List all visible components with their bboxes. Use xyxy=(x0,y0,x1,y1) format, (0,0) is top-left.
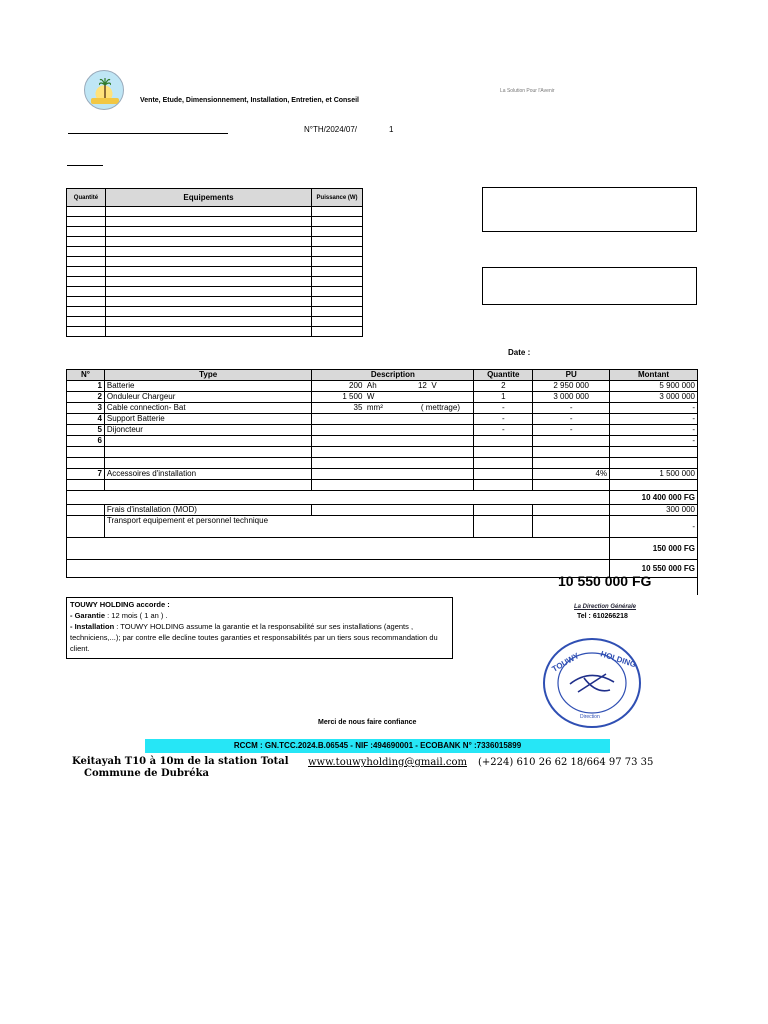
header-no: N° xyxy=(67,370,105,381)
row-number: 1 xyxy=(67,381,105,392)
total-amount: 10 550 000 FG xyxy=(610,560,698,578)
table-row-empty xyxy=(67,480,698,491)
transport-row xyxy=(67,516,698,538)
fees-total-amount: 150 000 FG xyxy=(610,538,698,560)
grand-total-border xyxy=(697,573,698,595)
row-number: 3 xyxy=(67,403,105,414)
row-quantity: - xyxy=(474,414,533,425)
equipment-row xyxy=(67,277,363,287)
subtotal-row xyxy=(67,491,698,505)
row-amount: - xyxy=(610,436,698,447)
equipment-row xyxy=(67,247,363,257)
equipment-cell xyxy=(105,207,311,217)
equipment-cell xyxy=(105,217,311,227)
equipment-row xyxy=(67,217,363,227)
equipment-row xyxy=(67,317,363,327)
equipment-cell xyxy=(67,327,106,337)
grand-total: 10 550 000 FG xyxy=(558,573,652,589)
equipment-cell xyxy=(67,207,106,217)
table-row-empty xyxy=(67,458,698,469)
equipment-row xyxy=(67,307,363,317)
header-equipements: Equipements xyxy=(105,189,311,207)
equipment-cell xyxy=(67,267,106,277)
equipment-cell xyxy=(312,277,363,287)
logo-caption-bar xyxy=(91,98,119,104)
equipment-row xyxy=(67,297,363,307)
table-row xyxy=(67,381,698,392)
row-number: 2 xyxy=(67,392,105,403)
transport-label: Transport equipement et personnel technique xyxy=(104,516,473,538)
row-amount: - xyxy=(610,403,698,414)
table-row xyxy=(67,392,698,403)
row-quantity: 1 xyxy=(474,392,533,403)
equipment-cell xyxy=(105,237,311,247)
installation-label: - Installation xyxy=(70,622,115,631)
grand-total-underline xyxy=(349,577,395,578)
equipment-cell xyxy=(312,327,363,337)
garantie-text: : 12 mois ( 1 an ) . xyxy=(105,611,168,620)
row-quantity xyxy=(474,436,533,447)
equipment-cell xyxy=(312,237,363,247)
row-unit-price xyxy=(533,436,610,447)
equipment-cell xyxy=(67,307,106,317)
table-row xyxy=(67,436,698,447)
equipment-cell xyxy=(312,307,363,317)
equipment-cell xyxy=(67,227,106,237)
row-number: 6 xyxy=(67,436,105,447)
equipment-row xyxy=(67,237,363,247)
row-type xyxy=(104,436,312,447)
quote-table xyxy=(66,369,698,578)
header-quantite: Quantite xyxy=(474,370,533,381)
row-amount: 3 000 000 xyxy=(610,392,698,403)
row-quantity: - xyxy=(474,403,533,414)
row-type: Accessoires d'installation xyxy=(104,469,312,480)
installation-text: : TOUWY HOLDING assume la garantie et la responsabilité sur ses installations (agents , techniciens,...); par contre elle decline toutes garanties et responsabilités par un tiers sous recommandation du client. xyxy=(70,622,438,653)
equipment-table xyxy=(66,188,363,337)
svg-text:TOUWY: TOUWY xyxy=(550,651,581,674)
palm-tree-icon xyxy=(99,77,111,99)
header-description: Description xyxy=(312,370,474,381)
table-row-empty xyxy=(67,447,698,458)
row-number: 4 xyxy=(67,414,105,425)
invoice-reference: N°TH/2024/07/ xyxy=(304,125,358,134)
guarantee-title: TOUWY HOLDING accorde : xyxy=(70,600,170,609)
row-description: 1 500 W xyxy=(312,392,474,403)
equipment-cell xyxy=(67,217,106,227)
row-number: 5 xyxy=(67,425,105,436)
equipment-cell xyxy=(312,257,363,267)
table-row xyxy=(67,414,698,425)
row-description: 35 mm² ( mettrage) xyxy=(312,403,474,414)
equipment-row xyxy=(67,207,363,217)
equipment-cell xyxy=(105,307,311,317)
header-pu: PU xyxy=(533,370,610,381)
short-divider xyxy=(67,165,103,166)
row-amount: 1 500 000 xyxy=(610,469,698,480)
row-amount: 5 900 000 xyxy=(610,381,698,392)
address-line-2: Commune de Dubréka xyxy=(84,768,209,779)
equipment-cell xyxy=(67,247,106,257)
company-tagline: Vente, Etude, Dimensionnement, Installation, Entretien, et Conseil xyxy=(140,97,359,104)
equipment-cell xyxy=(312,227,363,237)
equipment-cell xyxy=(105,227,311,237)
row-unit-price: 3 000 000 xyxy=(533,392,610,403)
row-amount: - xyxy=(610,414,698,425)
equipment-cell xyxy=(312,297,363,307)
equipment-cell xyxy=(105,297,311,307)
row-description xyxy=(312,414,474,425)
row-type: Batterie xyxy=(104,381,312,392)
table-row xyxy=(67,403,698,414)
direction-label: La Direction Générale xyxy=(574,604,637,610)
registration-band: RCCM : GN.TCC.2024.B.06545 - NIF :494690001 - ECOBANK N° :7336015899 xyxy=(145,739,610,753)
garantie-label: - Garantie xyxy=(70,611,106,620)
row-unit-price: 2 950 000 xyxy=(533,381,610,392)
row-percentage: 4% xyxy=(533,469,610,480)
header-type: Type xyxy=(104,370,312,381)
transport-amount: - xyxy=(610,516,698,538)
equipment-cell xyxy=(312,247,363,257)
company-slogan: La Solution Pour l'Avenir xyxy=(500,88,555,94)
guarantee-box xyxy=(66,597,453,659)
row-description xyxy=(312,436,474,447)
equipment-cell xyxy=(105,327,311,337)
equipment-cell xyxy=(67,317,106,327)
install-fee-row xyxy=(67,505,698,516)
row-number: 7 xyxy=(67,469,105,480)
header-underline xyxy=(68,133,228,134)
row-quantity: - xyxy=(474,425,533,436)
row-quantity: 2 xyxy=(474,381,533,392)
equipment-cell xyxy=(67,257,106,267)
equipment-cell xyxy=(67,287,106,297)
stamp-direction-text: Direction xyxy=(580,714,600,720)
equipment-cell xyxy=(105,257,311,267)
table-row-accessories xyxy=(67,469,698,480)
subtotal-amount: 10 400 000 FG xyxy=(610,491,698,505)
equipment-cell xyxy=(312,217,363,227)
equipment-cell xyxy=(105,317,311,327)
date-label: Date : xyxy=(508,348,531,357)
equipment-cell xyxy=(67,297,106,307)
table-row xyxy=(67,425,698,436)
row-unit-price: - xyxy=(533,414,610,425)
company-logo xyxy=(84,70,124,110)
equipment-cell xyxy=(105,267,311,277)
header-puissance: Puissance (W) xyxy=(312,189,363,207)
equipment-cell xyxy=(312,207,363,217)
row-unit-price: - xyxy=(533,425,610,436)
equipment-cell xyxy=(105,247,311,257)
row-type: Onduleur Chargeur xyxy=(104,392,312,403)
equipment-row xyxy=(67,227,363,237)
direction-tel: Tel : 610266218 xyxy=(577,613,628,620)
equipment-cell xyxy=(312,317,363,327)
row-unit-price: - xyxy=(533,403,610,414)
equipment-row xyxy=(67,257,363,267)
address-line-1: Keitayah T10 à 10m de la station Total xyxy=(72,756,289,767)
row-type: Cable connection- Bat xyxy=(104,403,312,414)
equipment-cell xyxy=(105,287,311,297)
row-description: 200 Ah 12 V xyxy=(312,381,474,392)
client-address-box xyxy=(482,267,697,305)
invoice-reference-number: 1 xyxy=(389,125,394,134)
row-amount: - xyxy=(610,425,698,436)
row-type: Support Batterie xyxy=(104,414,312,425)
company-email-link[interactable]: www.touwyholding@gmail.com xyxy=(308,757,467,768)
svg-text:HOLDING: HOLDING xyxy=(599,649,638,670)
equipment-cell xyxy=(67,237,106,247)
install-fee-label: Frais d'installation (MOD) xyxy=(104,505,312,516)
equipment-cell xyxy=(67,277,106,287)
equipment-row xyxy=(67,327,363,337)
equipment-cell xyxy=(312,287,363,297)
install-fee-amount: 300 000 xyxy=(610,505,698,516)
equipment-row xyxy=(67,267,363,277)
row-type: Dijoncteur xyxy=(104,425,312,436)
row-description xyxy=(312,425,474,436)
company-stamp xyxy=(540,634,644,732)
client-info-box xyxy=(482,187,697,232)
equipment-cell xyxy=(105,277,311,287)
equipment-cell xyxy=(312,267,363,277)
company-phone: (+224) 610 26 62 18/664 97 73 35 xyxy=(478,757,654,768)
header-quantite: Quantité xyxy=(67,189,106,207)
equipment-row xyxy=(67,287,363,297)
header-montant: Montant xyxy=(610,370,698,381)
fees-total-row xyxy=(67,538,698,560)
thank-you-note: Merci de nous faire confiance xyxy=(318,719,417,726)
